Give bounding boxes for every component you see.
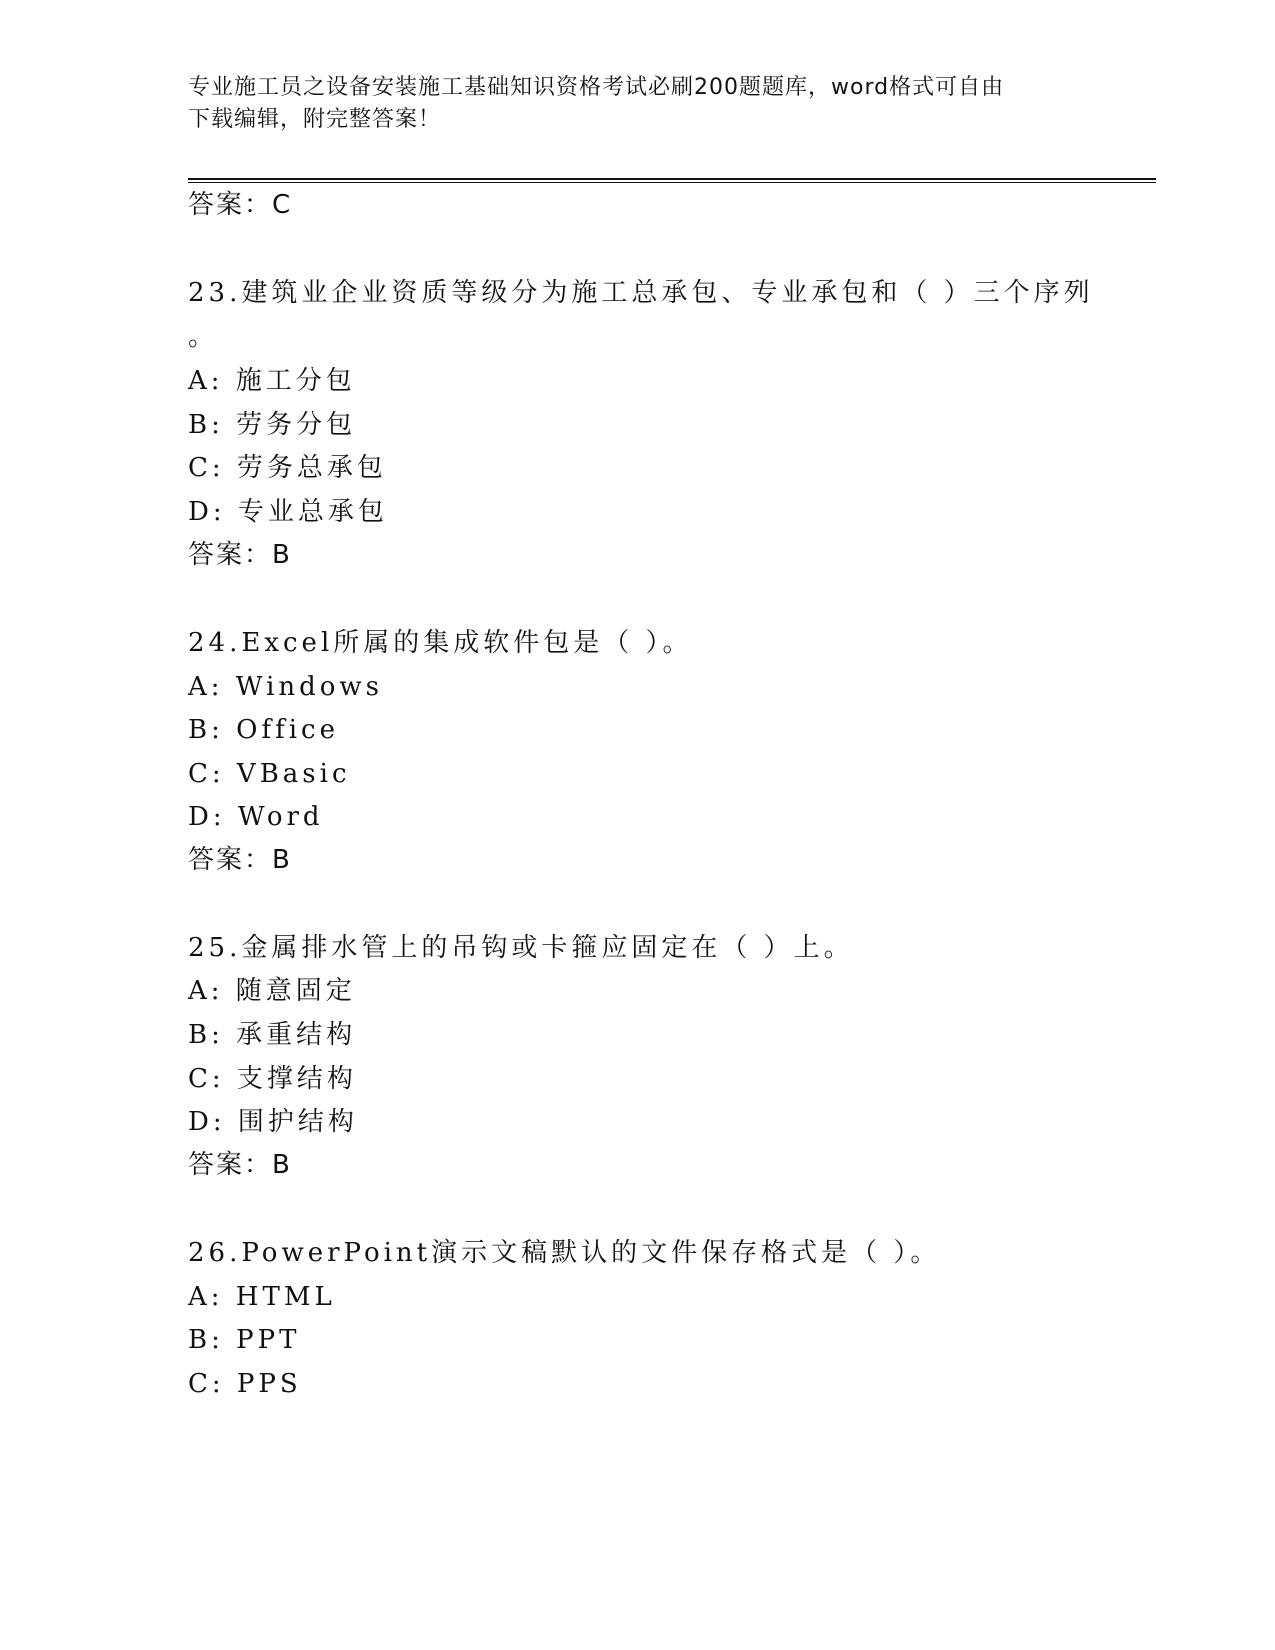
question-25-option-d: D: 围护结构	[188, 1107, 358, 1137]
question-25-option-c: C: 支撑结构	[188, 1064, 357, 1094]
question-24-stem: 24.Excel所属的集成软件包是（ ）。	[188, 628, 693, 658]
question-23-option-c: C: 劳务总承包	[188, 453, 387, 483]
question-24-option-d: D: Word	[188, 802, 324, 832]
question-26-stem: 26.PowerPoint演示文稿默认的文件保存格式是（ ）。	[188, 1238, 941, 1268]
question-23-option-b: B: 劳务分包	[188, 410, 357, 440]
question-25-option-a: A: 随意固定	[188, 976, 356, 1006]
question-25-stem: 25.金属排水管上的吊钩或卡箍应固定在（ ）上。	[188, 933, 854, 963]
header-rule	[188, 178, 1156, 180]
question-24-option-b: B: Office	[188, 715, 339, 745]
question-24-option-c: C: VBasic	[188, 759, 351, 789]
question-23-stem-cont: 。	[188, 322, 219, 352]
document-header	[188, 72, 1088, 136]
question-26-option-b: B: PPT	[188, 1325, 301, 1355]
header-line-1: 专业施工员之设备安装施工基础知识资格考试必刷200题题库，word格式可自由	[188, 75, 1005, 100]
question-24-answer: 答案：B	[188, 845, 292, 875]
question-23-stem: 23.建筑业企业资质等级分为施工总承包、专业承包和（ ）三个序列	[188, 278, 1094, 308]
previous-answer: 答案：C	[188, 190, 293, 220]
question-26-option-a: A: HTML	[188, 1282, 336, 1312]
header-line-2: 下载编辑，附完整答案！	[188, 107, 442, 132]
question-23-option-a: A: 施工分包	[188, 366, 356, 396]
question-25-answer: 答案：B	[188, 1150, 292, 1180]
question-24-option-a: A: Windows	[188, 672, 384, 702]
header-rule-thin	[188, 182, 1156, 183]
question-25-option-b: B: 承重结构	[188, 1020, 357, 1050]
question-23-answer: 答案：B	[188, 540, 292, 570]
question-23-option-d: D: 专业总承包	[188, 497, 388, 527]
question-26-option-c: C: PPS	[188, 1369, 302, 1399]
